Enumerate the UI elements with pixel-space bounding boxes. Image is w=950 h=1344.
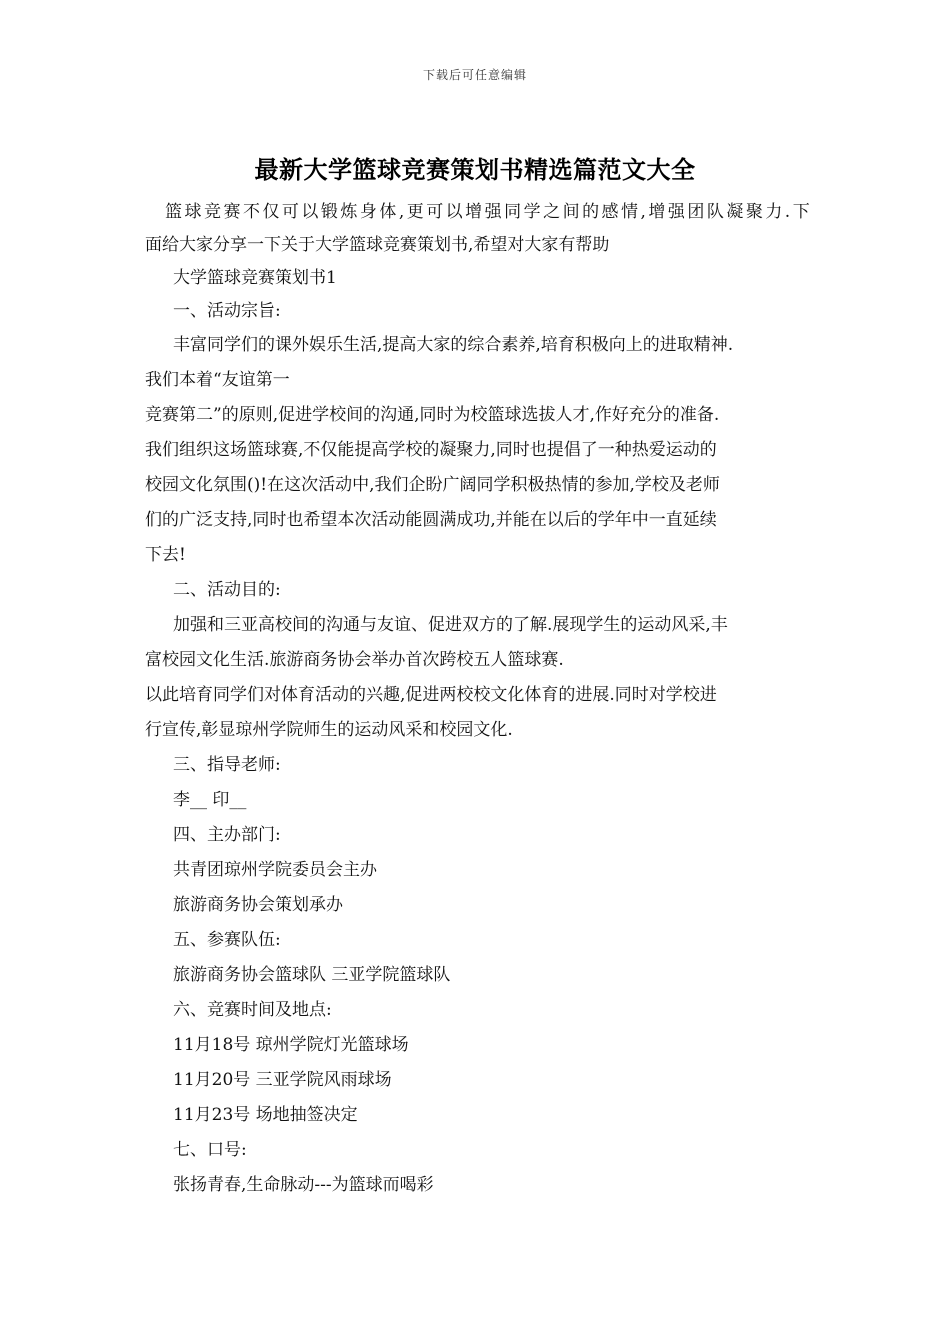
section-heading-goal: 二、活动目的: [173,580,281,600]
schedule-line: 11月20号 三亚学院风雨球场 [173,1070,392,1090]
section-heading-schedule: 六、竞赛时间及地点: [173,1000,332,1020]
advisor-names: 李__ 印__ [173,790,247,810]
organizer-line: 旅游商务协会策划承办 [173,895,343,915]
paragraph-line: 竞赛第二”的原则,促进学校间的沟通,同时为校篮球选拔人才,作好充分的准备. [145,405,720,425]
paragraph-line: 丰富同学们的课外娱乐生活,提高大家的综合素养,培育积极向上的进取精神. [173,335,734,355]
section-heading-teams: 五、参赛队伍: [173,930,281,950]
paragraph-line: 我们组织这场篮球赛,不仅能提高学校的凝聚力,同时也提倡了一种热爱运动的 [145,440,717,460]
section-heading-slogan: 七、口号: [173,1140,247,1160]
section-heading-advisors: 三、指导老师: [173,755,281,775]
paragraph-line: 们的广泛支持,同时也希望本次活动能圆满成功,并能在以后的学年中一直延续 [145,510,717,530]
section-heading-organizers: 四、主办部门: [173,825,281,845]
header-note: 下载后可任意编辑 [422,68,527,82]
paragraph-line: 校园文化氛围()!在这次活动中,我们企盼广阔同学积极热情的参加,学校及老师 [145,475,720,495]
intro-line-1: 篮球竞赛不仅可以锻炼身体,更可以增强同学之间的感情,增强团队凝聚力.下 [165,202,810,222]
document-title: 最新大学篮球竞赛策划书精选篇范文大全 [254,155,696,184]
schedule-line: 11月23号 场地抽签决定 [173,1105,358,1125]
paragraph-line: 我们本着“友谊第一 [145,370,290,390]
paragraph-line: 以此培育同学们对体育活动的兴趣,促进两校校文化体育的进展.同时对学校进 [145,685,717,705]
organizer-line: 共青团琼州学院委员会主办 [173,860,377,880]
teams-line: 旅游商务协会篮球队 三亚学院篮球队 [173,965,451,985]
schedule-line: 11月18号 琼州学院灯光篮球场 [173,1035,409,1055]
slogan-line: 张扬青春,生命脉动---为篮球而喝彩 [173,1175,434,1195]
document-body [145,196,810,1203]
paragraph-line: 加强和三亚高校间的沟通与友谊、促进双方的了解.展现学生的运动风采,丰 [173,615,728,635]
paragraph-line: 行宣传,彰显琼州学院师生的运动风采和校园文化. [145,720,513,740]
section-heading-purpose: 一、活动宗旨: [173,301,281,321]
paragraph-line: 下去! [145,545,186,565]
section-heading-plan-1: 大学篮球竞赛策划书1 [173,268,337,288]
intro-line-2: 面给大家分享一下关于大学篮球竞赛策划书,希望对大家有帮助 [145,235,610,255]
paragraph-line: 富校园文化生活.旅游商务协会举办首次跨校五人篮球赛. [145,650,564,670]
